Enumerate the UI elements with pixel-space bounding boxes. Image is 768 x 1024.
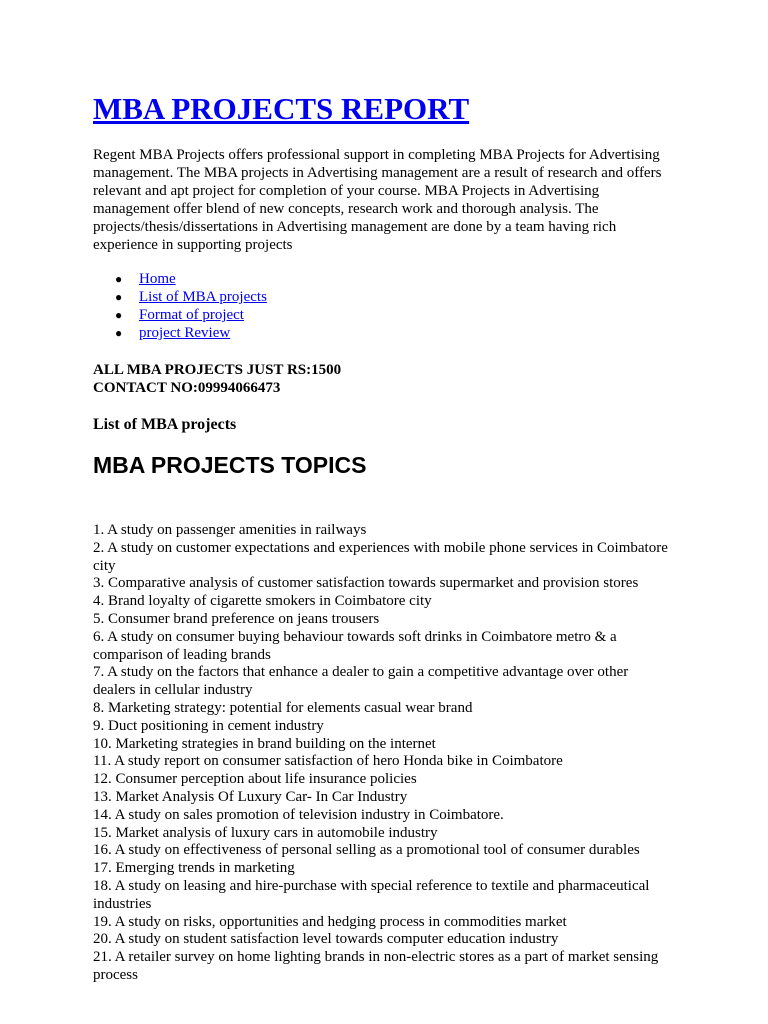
- list-item: 14. A study on sales promotion of television industry in Coimbatore.: [93, 806, 504, 823]
- nav-link-review[interactable]: project Review: [139, 325, 231, 341]
- list-heading: List of MBA projects: [93, 416, 237, 433]
- list-item: 12. Consumer perception about life insurance policies: [93, 771, 417, 788]
- list-item: 4. Brand loyalty of cigarette smokers in Coimbatore city: [93, 593, 432, 610]
- list-item: 17. Emerging trends in marketing: [93, 860, 295, 877]
- nav-item-review: [93, 324, 267, 342]
- list-item: 21. A retailer survey on home lighting brands in non-electric stores as a part of market sensing process: [93, 949, 659, 983]
- contact-line: CONTACT NO:09994066473: [93, 380, 281, 396]
- price-line: ALL MBA PROJECTS JUST RS:1500: [93, 362, 342, 378]
- intro-paragraph: Regent MBA Projects offers professional support in completing MBA Projects for Advertising management. The MBA projects in Advertising management are a result of research and offers relevant and apt project for completion of your course. MBA Projects in Advertising management offer blend of new concepts, research work and thorough analysis. The projects/thesis/dissertations in Advertising management are done by a team having rich experience in supporting projects: [93, 147, 662, 253]
- list-item: 18. A study on leasing and hire-purchase with special reference to textile and pharmaceutical industries: [93, 877, 650, 912]
- list-item: 16. A study on effectiveness of personal selling as a promotional tool of consumer durables: [93, 842, 640, 859]
- list-item: 13. Market Analysis Of Luxury Car- In Car Industry: [93, 788, 408, 805]
- topics-list: [93, 522, 673, 985]
- page-title: [93, 89, 469, 129]
- list-item: 6. A study on consumer buying behaviour towards soft drinks in Coimbatore metro & a comparison of leading brands: [93, 628, 617, 663]
- list-item: 7. A study on the factors that enhance a dealer to gain a competitive advantage over other dealers in cellular industry: [93, 664, 629, 699]
- page-title-link[interactable]: MBA PROJECTS REPORT: [93, 91, 470, 126]
- nav-item-format: [93, 306, 267, 324]
- bullet-icon: ●: [115, 290, 123, 304]
- nav-link-home[interactable]: Home: [139, 271, 176, 287]
- list-item: 10. Marketing strategies in brand building on the internet: [93, 735, 436, 752]
- nav-item-list-of-projects: [93, 288, 267, 306]
- list-item: 9. Duct positioning in cement industry: [93, 717, 324, 734]
- list-item: 15. Market analysis of luxury cars in automobile industry: [93, 824, 438, 841]
- nav-item-home: [93, 270, 267, 288]
- price-contact-block: [93, 361, 341, 397]
- bullet-icon: ●: [115, 326, 123, 340]
- topics-heading: MBA PROJECTS TOPICS: [93, 452, 367, 478]
- nav-link-format[interactable]: Format of project: [139, 307, 244, 323]
- bullet-icon: ●: [115, 308, 123, 322]
- list-item: 20. A study on student satisfaction level towards computer education industry: [93, 931, 559, 948]
- bullet-icon: ●: [115, 272, 123, 286]
- nav-link-list-of-projects[interactable]: List of MBA projects: [139, 289, 267, 305]
- list-item: 8. Marketing strategy: potential for elements casual wear brand: [93, 699, 473, 716]
- nav-list: [93, 270, 267, 342]
- list-item: 3. Comparative analysis of customer satisfaction towards supermarket and provision stores: [93, 575, 639, 592]
- list-item: 19. A study on risks, opportunities and hedging process in commodities market: [93, 913, 567, 930]
- list-item: 5. Consumer brand preference on jeans trousers: [93, 610, 380, 627]
- list-item: 1. A study on passenger amenities in railways: [93, 522, 367, 538]
- list-item: 11. A study report on consumer satisfaction of hero Honda bike in Coimbatore: [93, 753, 563, 770]
- list-item: 2. A study on customer expectations and experiences with mobile phone services in Coimbatore city: [93, 539, 668, 574]
